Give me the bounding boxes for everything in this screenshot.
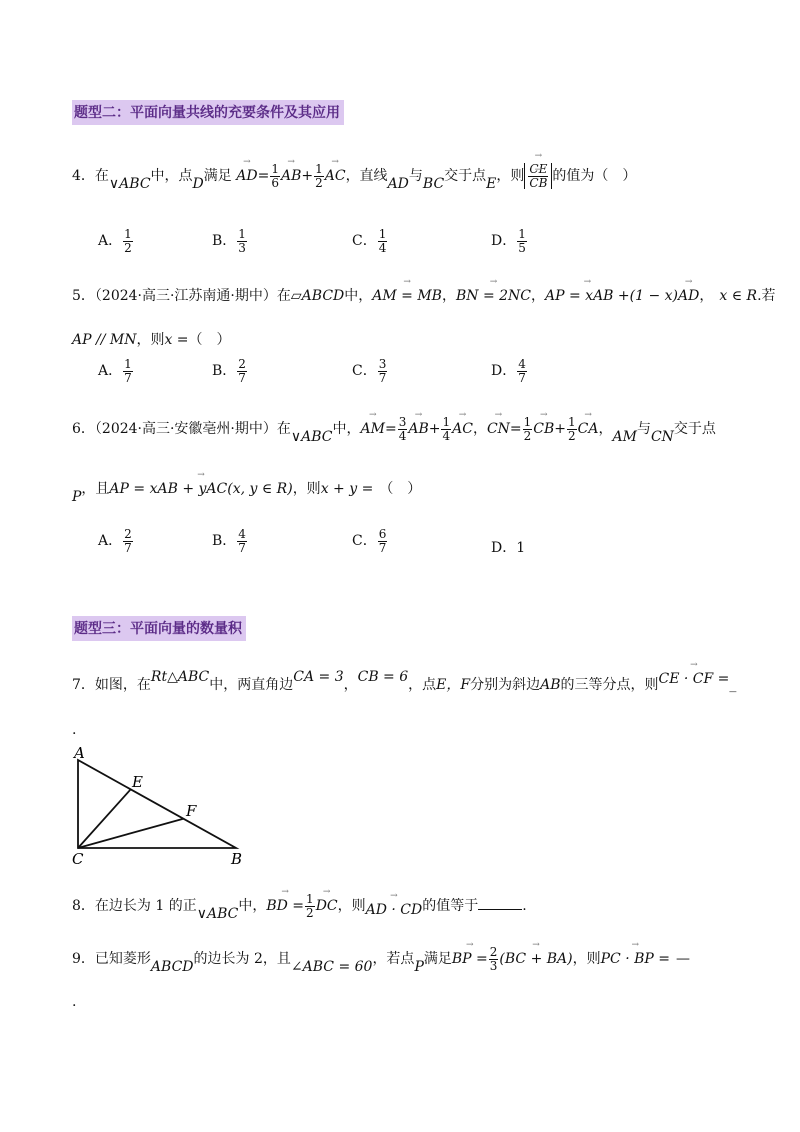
q6-fraction: $\frac{1}{4}$	[442, 415, 451, 443]
q4-text: 与	[408, 168, 423, 185]
section-heading-2: 题型二：平面向量共线的充要条件及其应用	[72, 100, 344, 125]
q6-point-p: P	[72, 489, 82, 505]
q5-text: （ ）	[188, 332, 231, 348]
q4-option-c[interactable]: C． $\frac{1}{4}$	[352, 227, 387, 255]
q7-cb: CB = 6	[357, 669, 409, 685]
q4-vector-ab: → AB	[281, 168, 301, 184]
q7-triangle-figure	[60, 740, 260, 870]
q7-number: 7．如图，在	[72, 677, 151, 693]
q5-parallelogram: ▱ABCD	[290, 288, 345, 304]
q7-expression: → CE · CF =	[659, 671, 730, 687]
q5-cond-2: → BN = 2NC	[456, 288, 531, 304]
q5-cond-3b: (1 − x)	[629, 288, 679, 304]
q6-option-d[interactable]: D．1	[491, 540, 526, 556]
q9-expression: → PC · BP =	[601, 951, 670, 967]
section-heading-3: 题型三：平面向量的数量积	[72, 616, 246, 641]
label-e: E	[132, 773, 143, 791]
q4-point-e: E	[486, 176, 497, 193]
q8-blank	[478, 909, 522, 910]
q8-fraction: $\frac{1}{2}$	[306, 892, 314, 920]
q7-hypotenuse: AB	[540, 677, 561, 693]
question-4	[72, 162, 637, 193]
q8-dc: → DC	[316, 898, 338, 914]
q6-option-a[interactable]: A． $\frac{2}{7}$	[98, 527, 132, 555]
q9-blank: —	[675, 951, 690, 968]
question-5-line-2	[72, 329, 231, 349]
q7-dot: .	[72, 722, 77, 738]
segment-cf	[78, 819, 183, 848]
q4-text: 满足	[203, 168, 232, 185]
q6-vector-cn: → CN	[487, 421, 510, 437]
q9-dot: .	[72, 994, 77, 1010]
q4-point-d: D	[192, 176, 204, 193]
q4-fraction: $\frac{1}{2}$	[315, 162, 323, 190]
q9-rhombus: ABCD	[150, 959, 194, 976]
q8-bd: → BD =	[266, 898, 304, 914]
q5-number: 5．（2024·高三·江苏南通·期中）在	[72, 288, 291, 304]
q5-cond-3c: → AD	[678, 288, 699, 304]
q4-number: 4．在	[72, 168, 109, 185]
q6-line-cn: CN	[650, 429, 674, 446]
q4-ratio: → CE → CB	[524, 163, 552, 189]
q9-angle: ∠ABC = 60	[290, 959, 373, 976]
q9-bp: → BP =	[452, 951, 488, 967]
q7-blank: _	[729, 677, 737, 693]
question-6: 6．（2024·高三·安徽亳州·期中）在∨ABC中，→ AM= $\frac{3}{4}$ → AB+ $\frac{1}{4}$ → AC，→ CN= $\frac{1}{2}$ → CB+ $\frac{1}{2}$ → CA，AM与CN交于点	[72, 416, 716, 442]
q8-triangle: ∨ABC	[196, 906, 239, 923]
q7-triangle: Rt△ABC	[150, 669, 210, 685]
label-b: B	[231, 850, 243, 868]
q4-fraction: $\frac{1}{6}$	[271, 162, 279, 190]
q9-fraction: $\frac{2}{3}$	[489, 945, 498, 973]
q6-line-am: AM	[612, 429, 637, 446]
q5-cond-4: x ∈ R	[719, 288, 758, 304]
q4-text: ，则	[496, 168, 525, 185]
q5-cond-1: → AM = MB	[372, 288, 442, 304]
q8-number: 8．在边长为 1 的正	[72, 898, 197, 915]
q6-fraction: $\frac{1}{2}$	[523, 415, 532, 443]
q4-text: ，直线	[345, 168, 388, 185]
q4-triangle: ∨ABC	[108, 176, 151, 193]
q8-expression: → AD · CD	[366, 902, 423, 918]
q5-text: .若	[757, 288, 776, 304]
q4-text: 的值为（ ）	[552, 168, 637, 185]
q6-fraction: $\frac{1}{2}$	[568, 415, 576, 443]
question-6-line-2: P，且→ AP = xAB + yAC(x, y ∈ R)，则x + y = （ ）	[72, 478, 421, 498]
question-5: 5．（2024·高三·江苏南通·期中）在▱ABCD中，→ AM = MB，→ BN = 2NC，→ AP = xAB +(1 − x)→ AD， x ∈ R.若	[72, 285, 776, 305]
q5-option-c[interactable]: C． $\frac{3}{7}$	[352, 357, 387, 385]
q5-text: ，则	[136, 332, 165, 348]
label-a: A	[74, 744, 85, 762]
q5-option-a[interactable]: A． $\frac{1}{7}$	[98, 357, 132, 385]
q6-option-c[interactable]: C． $\frac{6}{7}$	[352, 527, 387, 555]
q6-vector-am: → AM	[361, 421, 385, 437]
q9-number: 9．已知菱形	[72, 951, 151, 968]
q4-option-a[interactable]: A． $\frac{1}{2}$	[98, 227, 132, 255]
q4-text: 中，点	[150, 168, 193, 185]
q6-text: 中，	[332, 421, 361, 438]
question-7: 7．如图，在Rt△ABC中，两直角边CA = 3，CB = 6，点E，F分别为斜边AB的三等分点，则→ CE · CF =_	[72, 674, 736, 694]
q4-line-bc: BC	[422, 176, 445, 193]
q4-equals: =	[257, 168, 270, 185]
q7-ca: CA = 3	[293, 669, 344, 685]
question-8: 8．在边长为 1 的正∨ABC中，→ BD = $\frac{1}{2}$ → DC，则→ AD · CD的值等于 .	[72, 893, 527, 919]
q4-vector-ac: → AC	[325, 168, 346, 184]
q5-cond-3a: → AP = xAB +	[545, 288, 630, 304]
q6-fraction: $\frac{3}{4}$	[398, 415, 407, 443]
q6-triangle: ∨ABC	[290, 429, 333, 446]
segment-ce	[78, 789, 131, 848]
q5-option-b[interactable]: B． $\frac{2}{7}$	[212, 357, 246, 385]
q6-xy: x + y =	[320, 481, 374, 497]
q5-option-d[interactable]: D． $\frac{4}{7}$	[491, 357, 526, 385]
q5-x: x =	[164, 332, 189, 348]
q4-vector-ad: → AD	[236, 168, 257, 184]
question-9: 9．已知菱形ABCD的边长为 2，且∠ABC = 60，若点P满足→ BP = $\frac{2}{3}$ → (BC + BA)，则→ PC · BP = —	[72, 946, 690, 972]
q4-plus: +	[301, 168, 314, 185]
label-f: F	[186, 802, 197, 820]
label-c: C	[72, 850, 84, 868]
q9-point-p: P	[414, 959, 424, 976]
q5-text: 中，	[344, 288, 373, 304]
q6-equation: → AP = xAB + yAC(x, y ∈ R)	[109, 481, 292, 497]
q6-option-b[interactable]: B． $\frac{4}{7}$	[212, 527, 246, 555]
q9-sum: → (BC + BA)	[499, 951, 572, 967]
triangle-abc	[78, 760, 236, 848]
q4-option-d[interactable]: D． $\frac{1}{5}$	[491, 227, 526, 255]
q4-option-b[interactable]: B． $\frac{1}{3}$	[212, 227, 246, 255]
q7-points: E，F	[436, 677, 471, 693]
q4-line-ad: AD	[387, 176, 409, 193]
q5-parallel: AP // MN	[72, 332, 137, 348]
q4-text: 交于点	[444, 168, 487, 185]
q6-number: 6．（2024·高三·安徽亳州·期中）在	[72, 421, 291, 438]
